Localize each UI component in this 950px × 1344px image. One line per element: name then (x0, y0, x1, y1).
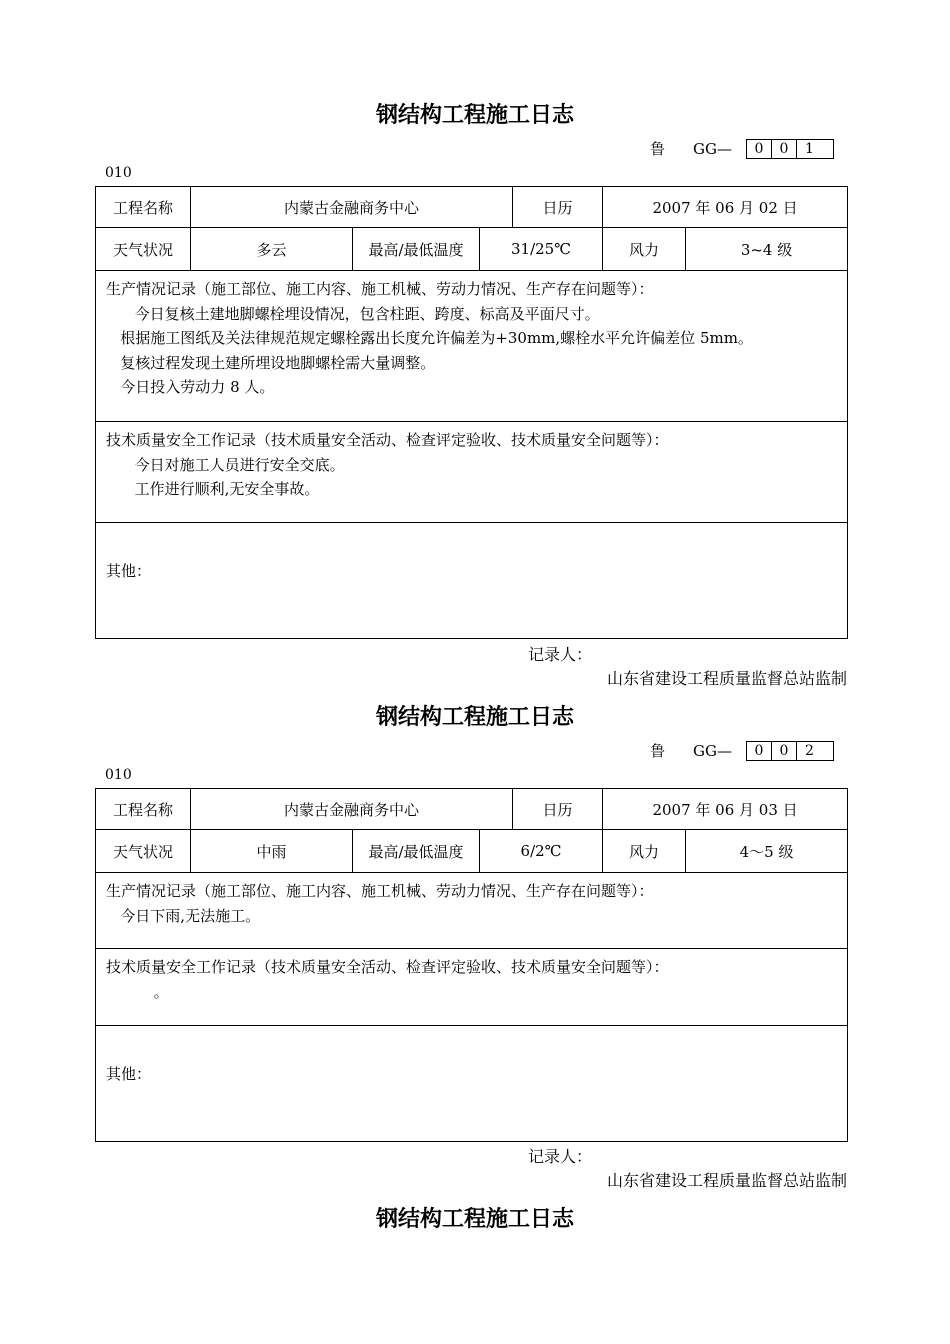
supervisor-text: 山东省建设工程质量监督总站监制 (606, 669, 847, 688)
temp-label: 最高/最低温度 (353, 228, 480, 271)
log-number: 010 (105, 165, 132, 181)
quality-line: 。 (106, 982, 169, 1001)
quality-header: 技术质量安全工作记录（技术质量安全活动、检查评定验收、技术质量安全问题等）： (106, 431, 669, 449)
production-line: 今日复核土建地脚螺栓埋设情况，包含柱距、跨度、标高及平面尺寸。 (106, 304, 600, 323)
production-line: 今日下雨,无法施工。 (106, 906, 261, 925)
temp-value: 31/25℃ (480, 228, 603, 271)
temp-value: 6/2℃ (480, 830, 603, 873)
other-label: 其他： (106, 562, 152, 580)
other-label: 其他： (106, 1065, 152, 1083)
wind-label: 风力 (603, 228, 686, 271)
production-line: 今日投入劳动力 8 人。 (106, 378, 275, 396)
log-table (95, 186, 848, 639)
code-prefix: 鲁 (650, 742, 666, 760)
temp-label: 最高/最低温度 (353, 830, 480, 873)
log-table (95, 788, 848, 1142)
log-title: 钢结构工程施工日志 (375, 103, 574, 128)
code-digit: 0 (772, 140, 797, 158)
production-line: 复核过程发现土建所埋设地脚螺栓需大量调整。 (106, 353, 436, 372)
production-header: 生产情况记录（施工部位、施工内容、施工机械、劳动力情况、生产存在问题等）： (106, 882, 654, 900)
weather-value: 中雨 (191, 830, 353, 873)
date-value: 2007 年 06 月 02 日 (603, 187, 848, 228)
log-title: 钢结构工程施工日志 (375, 1207, 574, 1232)
date-label: 日历 (513, 187, 603, 228)
weather-label: 天气状况 (96, 830, 191, 873)
code-digit: 0 (747, 140, 772, 158)
code-box (746, 741, 834, 761)
log-title: 钢结构工程施工日志 (375, 705, 574, 730)
project-label: 工程名称 (96, 187, 191, 228)
production-section (96, 873, 848, 949)
other-section (96, 523, 848, 639)
quality-line: 今日对施工人员进行安全交底。 (106, 455, 345, 474)
supervisor-text: 山东省建设工程质量监督总站监制 (606, 1171, 847, 1190)
production-header: 生产情况记录（施工部位、施工内容、施工机械、劳动力情况、生产存在问题等）： (106, 280, 654, 298)
log-code (650, 138, 834, 159)
code-digit: 0 (772, 742, 797, 760)
wind-value: 3~4 级 (686, 228, 848, 271)
quality-section (96, 949, 848, 1026)
code-digit: 1 (804, 140, 814, 157)
recorder-label: 记录人： (528, 645, 593, 664)
weather-value: 多云 (191, 228, 353, 271)
project-value: 内蒙古金融商务中心 (191, 187, 513, 228)
quality-header: 技术质量安全工作记录（技术质量安全活动、检查评定验收、技术质量安全问题等）： (106, 958, 669, 976)
code-label: GG— (693, 139, 732, 158)
log-number: 010 (105, 767, 132, 783)
date-label: 日历 (513, 789, 603, 830)
project-label: 工程名称 (96, 789, 191, 830)
code-digit: 2 (804, 742, 814, 759)
code-digit: 0 (747, 742, 772, 760)
code-box (746, 139, 834, 159)
weather-label: 天气状况 (96, 228, 191, 271)
date-value: 2007 年 06 月 03 日 (603, 789, 848, 830)
production-line: 根据施工图纸及关法律规范规定螺栓露出长度允许偏差为+30mm,螺栓水平允许偏差位 5mm。 (106, 329, 753, 347)
production-section (96, 271, 848, 422)
quality-section (96, 422, 848, 523)
code-label: GG— (693, 741, 732, 760)
code-prefix: 鲁 (650, 140, 666, 158)
recorder-label: 记录人： (528, 1147, 593, 1166)
other-section (96, 1026, 848, 1142)
wind-label: 风力 (603, 830, 686, 873)
wind-value: 4～5 级 (686, 830, 848, 873)
log-code (650, 740, 834, 761)
quality-line: 工作进行顺利,无安全事故。 (106, 480, 320, 498)
project-value: 内蒙古金融商务中心 (191, 789, 513, 830)
